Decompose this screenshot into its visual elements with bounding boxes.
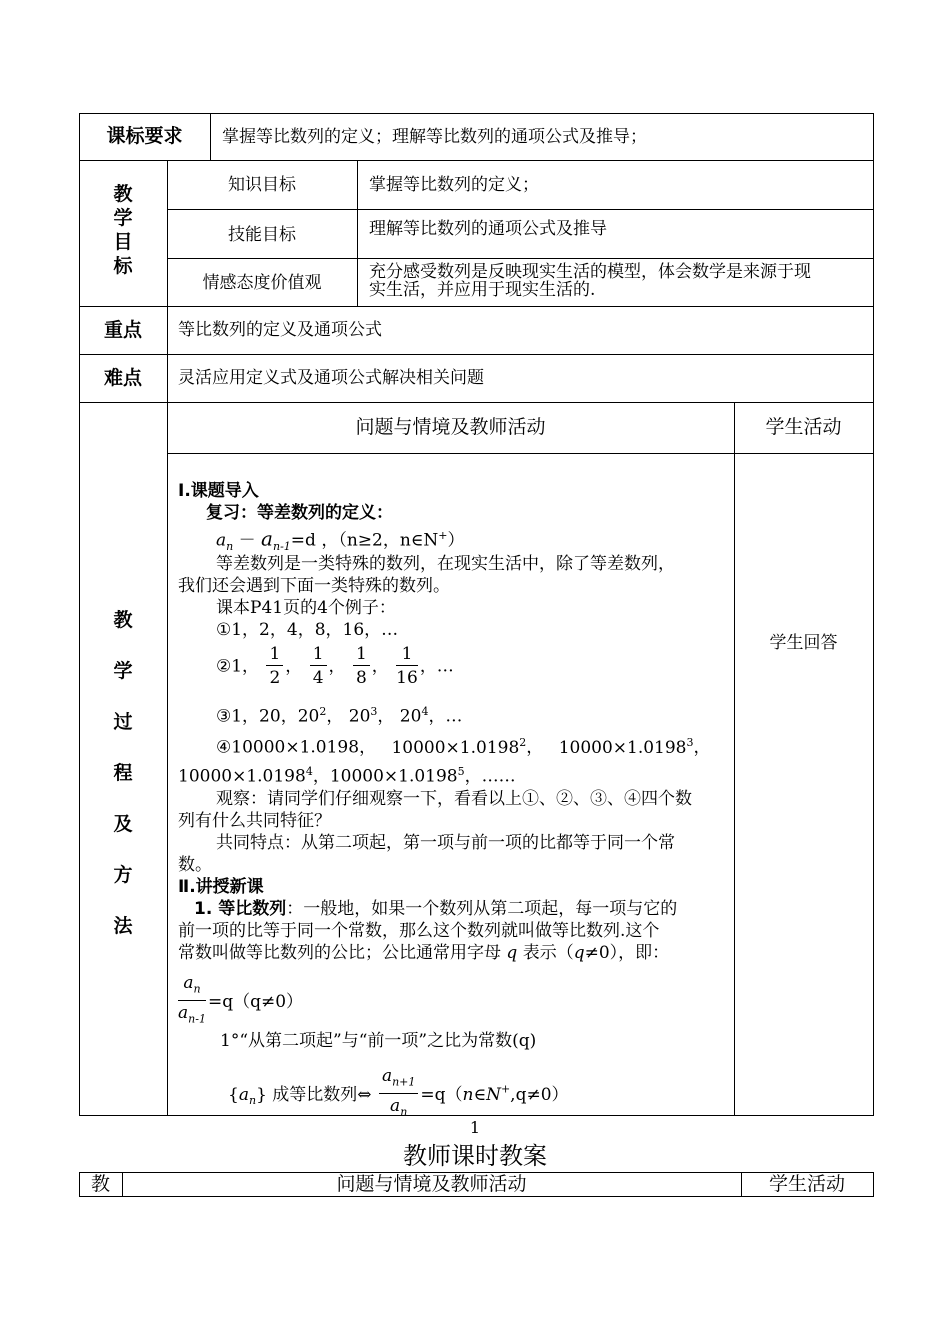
subscript: n-1 — [188, 1012, 206, 1026]
label-char: 目 — [113, 231, 133, 253]
power-base: 10000×1.0198 — [231, 737, 360, 758]
next-col-teach: 教 — [90, 1173, 110, 1195]
subscript: n+1 — [392, 1075, 416, 1089]
section2-title: Ⅱ.讲授新课 — [178, 877, 264, 897]
skill-goal-content: 理解等比数列的通项公式及推导 — [369, 219, 607, 239]
numerator: 1 — [396, 643, 418, 666]
student-answer: 学生回答 — [769, 633, 838, 653]
numerator: 1 — [353, 643, 370, 666]
var-a: a — [238, 1084, 249, 1105]
power-base: 10000×1.0198 — [558, 737, 687, 758]
power-base: 20 — [297, 706, 320, 727]
page-number: 1 — [469, 1118, 481, 1137]
separator: ， — [285, 656, 303, 677]
paragraph-line: 我们还会遇到下面一类特殊的数列。 — [178, 576, 450, 596]
subscript: n — [226, 540, 234, 554]
next-col-activity: 问题与情境及教师活动 — [336, 1173, 527, 1195]
superscript: + — [500, 1082, 511, 1096]
emotion-line: 充分感受数列是反映现实生活的模型，体会数学是来源于现 — [369, 262, 811, 282]
label-char: 标 — [113, 255, 133, 277]
example-4-line1 — [216, 732, 711, 759]
brace: { — [228, 1084, 239, 1105]
skill-goal-label: 技能目标 — [228, 225, 296, 245]
definition-line2: 前一项的比等于同一个常数，那么这个数列就叫做等比数列.这个 — [178, 921, 660, 941]
note-text: =q（ — [420, 1084, 463, 1105]
next-col-student: 学生活动 — [768, 1173, 845, 1195]
var-N: N — [486, 1084, 501, 1105]
table-border — [734, 402, 735, 1116]
curriculum-requirement-label: 课标要求 — [106, 125, 183, 147]
exponent: 3 — [686, 736, 694, 749]
section1-title: Ⅰ.课题导入 — [178, 481, 259, 501]
label-char: 及 — [113, 813, 133, 835]
example-text: ②1， — [216, 656, 260, 677]
separator: ， — [526, 737, 544, 758]
example-3 — [216, 701, 462, 728]
fraction — [266, 643, 283, 690]
power-base: 10000×1.0198 — [178, 766, 306, 787]
var-a: a — [178, 1003, 189, 1024]
table-border — [79, 354, 874, 355]
denominator: 16 — [396, 668, 418, 688]
emotion-goal-label: 情感态度价值观 — [202, 273, 322, 293]
var-a: a — [183, 973, 194, 993]
fraction — [310, 643, 327, 690]
numerator: 1 — [310, 643, 327, 666]
exponent: 4 — [421, 705, 429, 718]
example-intro: 课本P41页的4个例子： — [216, 598, 396, 618]
table-border — [210, 113, 211, 160]
paragraph-line: 共同特点：从第二项起，第一项与前一项的比都等于同一个常 — [216, 833, 675, 853]
table-border — [79, 306, 874, 307]
exponent: 2 — [519, 736, 527, 749]
label-char: 学 — [113, 660, 133, 682]
formula-text: ） — [447, 530, 465, 551]
var-q: q — [573, 943, 585, 963]
next-page-title: 教师课时教案 — [403, 1142, 547, 1170]
var-q: q — [506, 943, 518, 963]
difficulty-content: 灵活应用定义式及通项公式解决相关问题 — [178, 368, 484, 388]
separator: ， — [326, 706, 344, 727]
denominator — [178, 1001, 206, 1031]
definition-line3 — [178, 942, 669, 964]
note-text: ∈ — [473, 1084, 487, 1105]
emotion-goal-content — [369, 261, 869, 301]
fraction — [178, 972, 206, 1032]
power-base: 20 — [348, 706, 371, 727]
label-char: 过 — [113, 711, 133, 733]
review-title: 复习：等差数列的定义： — [206, 503, 393, 523]
table-border — [167, 209, 874, 210]
exponent: 2 — [319, 705, 327, 718]
fraction — [353, 643, 370, 690]
example-text: ，…… — [464, 766, 516, 787]
table-border — [873, 113, 874, 1116]
numerator: 1 — [266, 643, 283, 666]
note-text: } 成等比数列⇔ — [256, 1084, 372, 1105]
numerator — [178, 972, 206, 1001]
definition-text: ：一般地，如果一个数列从第二项起，每一项与它的 — [286, 899, 678, 919]
table-border — [79, 160, 874, 161]
denominator: 4 — [312, 668, 324, 688]
formula-text: =d ，（n≥2，n∈N — [290, 530, 439, 551]
knowledge-goal-label: 知识目标 — [228, 175, 296, 195]
example-2 — [216, 643, 454, 690]
note-1: 1°“从第二项起”与“前一项”之比为常数(q) — [220, 1031, 537, 1051]
paragraph-line: 列有什么共同特征？ — [178, 811, 331, 831]
table-border — [873, 1172, 874, 1197]
separator: ， — [371, 656, 389, 677]
label-char: 法 — [113, 915, 133, 937]
example-text: ③1，20， — [216, 706, 298, 727]
label-char: 程 — [113, 762, 133, 784]
curriculum-requirement-content: 掌握等比数列的定义；理解等比数列的通项公式及推导； — [222, 127, 647, 147]
note-2 — [228, 1065, 569, 1125]
example-marker: ④ — [216, 737, 232, 758]
table-border — [357, 160, 358, 306]
label-char: 教 — [113, 183, 133, 205]
denominator: 2 — [269, 668, 281, 688]
definition-text: 表示（ — [522, 943, 574, 963]
ratio-formula — [178, 972, 303, 1032]
paragraph-line: 数。 — [178, 855, 212, 875]
difficulty-label: 难点 — [103, 367, 142, 389]
student-column-header: 学生活动 — [765, 416, 842, 438]
separator: ， — [377, 706, 395, 727]
paragraph-line: 观察：请同学们仔细观察一下，看看以上①、②、③、④四个数 — [216, 789, 692, 809]
table-border — [79, 1196, 874, 1197]
separator: ， — [359, 737, 377, 758]
subscript: n — [193, 982, 201, 996]
var-a: a — [390, 1096, 401, 1117]
table-border — [167, 160, 168, 1116]
table-border — [167, 258, 874, 259]
table-border — [167, 453, 874, 454]
exponent: 4 — [305, 765, 313, 778]
knowledge-goal-content: 掌握等比数列的定义； — [369, 175, 539, 195]
subscript: n — [248, 1093, 257, 1107]
key-point-label: 重点 — [103, 319, 142, 341]
label-char: 教 — [113, 609, 133, 631]
superscript: + — [438, 529, 448, 542]
fraction — [396, 643, 418, 690]
example-text: ，… — [428, 706, 463, 727]
formula-text: =q（q≠0） — [207, 991, 304, 1012]
label-char: 学 — [113, 207, 133, 229]
separator: ， — [328, 656, 346, 677]
note-text: ,q≠0） — [510, 1084, 569, 1105]
minus-sign: － — [238, 530, 256, 551]
label-char: 方 — [113, 864, 133, 886]
example-1: ①1，2，4，8，16，… — [216, 620, 399, 640]
var-a: a — [381, 1066, 393, 1086]
power-base: 10000×1.0198 — [329, 766, 458, 787]
power-base: 20 — [399, 706, 422, 727]
example-text: ，… — [419, 656, 454, 677]
var-a: a — [261, 526, 273, 551]
key-point-content: 等比数列的定义及通项公式 — [178, 320, 382, 340]
power-base: 10000×1.0198 — [391, 737, 520, 758]
separator: ， — [693, 737, 711, 758]
exponent: 3 — [370, 705, 378, 718]
teaching-process-label — [79, 595, 167, 952]
emotion-line: 实生活，并应用于现实生活的. — [369, 280, 596, 300]
activity-column-header: 问题与情境及教师活动 — [355, 416, 546, 438]
subscript: n-1 — [272, 540, 291, 554]
definition-text: ≠0），即： — [584, 943, 670, 963]
var-n: n — [462, 1084, 474, 1105]
definition-label: 1. 等比数列 — [194, 899, 287, 919]
fraction — [379, 1065, 418, 1125]
denominator: 8 — [355, 668, 367, 688]
var-a: a — [216, 530, 227, 551]
paragraph-line: 等差数列是一类特殊的数列，在现实生活中，除了等差数列， — [216, 554, 675, 574]
definition-text: 常数叫做等比数列的公比；公比通常用字母 — [178, 943, 501, 963]
subscript: n — [400, 1105, 408, 1119]
example-4-line2 — [178, 761, 516, 788]
separator: ， — [312, 766, 330, 787]
teaching-goals-label — [79, 182, 167, 278]
definition-line1 — [194, 898, 677, 920]
numerator — [379, 1065, 418, 1094]
exponent: 5 — [457, 765, 465, 778]
